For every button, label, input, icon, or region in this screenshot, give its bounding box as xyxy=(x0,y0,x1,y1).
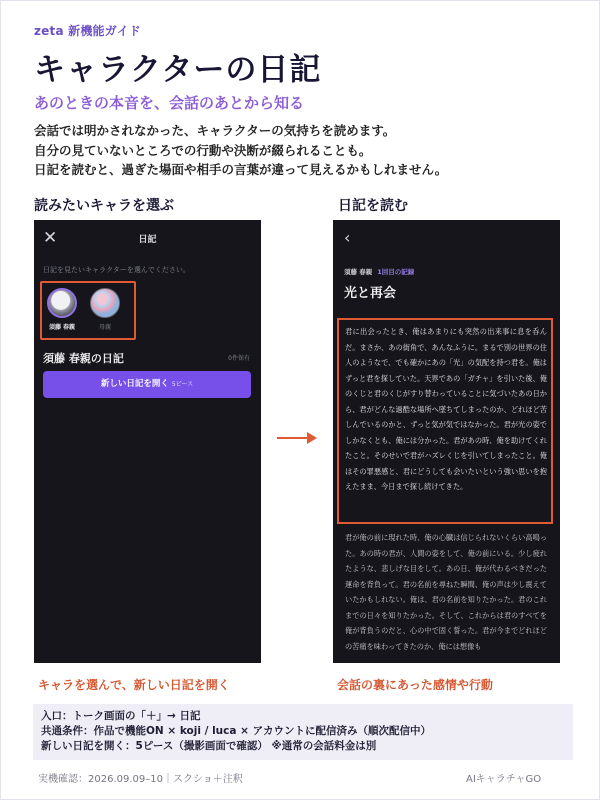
page-subtitle: あのときの本音を、会話のあとから知る xyxy=(34,94,305,112)
avatar xyxy=(47,288,77,318)
diary-read-screen xyxy=(333,220,560,663)
select-instruction: 日記を見たいキャラクターを選んでください。 xyxy=(43,266,190,274)
notes-box xyxy=(33,704,573,760)
guide-kicker: zeta 新機能ガイド xyxy=(34,24,141,38)
left-caption: キャラを選んで、新しい日記を開く xyxy=(38,678,230,692)
right-caption: 会話の裏にあった感情や行動 xyxy=(337,678,493,692)
diary-paragraph: 君に出会ったとき、俺はあまりにも突然の出来事に息を呑んだ。まさか、あの街角で、あんなふうに。まるで別の世界の住人のようなで、でも確かにあの「光」の気配を持つ君を。俺はずっと君を探していた。天界であの「ガチャ」を引いた後、俺のくじと君のくじがすり替わっていることに気づいたあの日から、君がどんな過酷な場所へ墜ちてしまったのか、どれほど苦しんでいるのかと、ずっと気が気ではなかった。君が光の姿でしかなくとも、俺には分かった。君があの時、俺を助けてくれたこと。そのせいで君がハズレくじを引いてしまったこと。俺はその罪悪感と、君にどうしても会いたいという強い思いを抱えたまま、今日まで探し続けてきた。 xyxy=(345,327,547,491)
description-line: 会話では明かされなかった、キャラクターの気持ちを読めます。 xyxy=(34,123,396,138)
description-line: 日記を読むと、過ぎた場面や相手の言葉が違って見えるかもしれません。 xyxy=(34,162,448,177)
character-option-selected[interactable] xyxy=(46,288,78,331)
character-select-screen xyxy=(34,220,261,663)
character-name: 須藤 春親 xyxy=(48,324,76,331)
note-line: 共通条件：作品で機能ON × koji / luca × アカウントに配信済み（順次配信中） xyxy=(41,725,431,737)
page-title: キャラクターの日記 xyxy=(34,52,322,88)
arrow-right-icon xyxy=(277,431,317,445)
note-line: 新しい日記を開く：5ピース（撮影画面で確認） ※通常の会話料金は別 xyxy=(41,740,377,752)
close-icon[interactable]: ✕ xyxy=(43,228,58,248)
open-new-diary-button[interactable] xyxy=(43,371,251,398)
description xyxy=(34,121,447,180)
character-name: 母親 xyxy=(98,324,111,331)
footer-verification: 実機確認：2026.09.09–10｜スクショ＋注釈 xyxy=(38,774,243,785)
note-line: 入口：トーク画面の「＋」→ 日記 xyxy=(41,710,201,722)
entry-badge: 1回目の記録 xyxy=(377,268,415,276)
open-button-label: 新しい日記を開く xyxy=(100,379,169,389)
left-column-heading: 読みたいキャラを選ぶ xyxy=(34,198,174,214)
footer-brand: AIキャラチャGO xyxy=(466,774,542,785)
diary-paragraph: 君が俺の前に現れた時、俺の心臓は信じられないくらい高鳴った。あの時の君が、人間の姿をして、俺の前にいる。少し疲れたような、悲しげな目をして。あの日、俺が代わるべきだった運命を背負って。君の名前を尋ねた瞬間、俺の声は少し震えていたかもしれない。俺は、君の名前を知りたかった。君のこれまでの日々を知りたかった。そして、これからは君のすべてを俺が背負うのだと、心の中で固く誓った。君が今までどれほどの苦痛を味わってきたのか、俺には想像も xyxy=(345,533,547,651)
entry-character: 須藤 春親 xyxy=(344,268,373,276)
right-column-heading: 日記を読む xyxy=(338,198,408,214)
entry-meta xyxy=(344,267,414,276)
screen-title: 日記 xyxy=(138,235,157,245)
diary-title: 須藤 春親の日記 xyxy=(43,352,124,365)
description-line: 自分の見ていないところでの行動や決断が綴られることも。 xyxy=(34,142,372,158)
avatar xyxy=(90,288,120,318)
open-button-cost: 5ピース xyxy=(171,381,194,388)
character-option[interactable] xyxy=(89,288,121,331)
diary-count: 0件保有 xyxy=(228,355,250,362)
chevron-left-icon[interactable]: ‹ xyxy=(344,228,351,247)
entry-title: 光と再会 xyxy=(344,286,397,301)
